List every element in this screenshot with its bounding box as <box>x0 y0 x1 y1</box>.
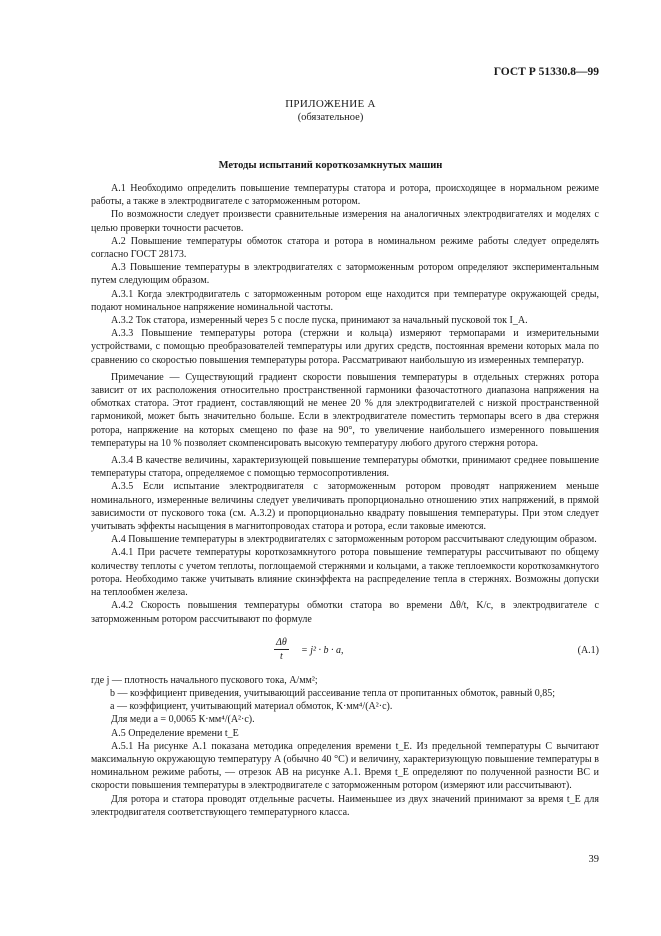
section-title: Методы испытаний короткозамкнутых машин <box>218 160 443 171</box>
paragraph: А.3.4 В качестве величины, характеризующей повышение температуры обмотки, принимают среднее повышение температуры статора, определяемое с помощью термосопротивления. <box>91 455 599 480</box>
paragraph: А.3.1 Когда электродвигатель с заторможенным ротором еще находится при температуре окружающей среды, подают номинальное напряжение номинальной частоты. <box>91 288 599 313</box>
note-paragraph: Примечание — Существующий градиент скорости повышения температуры в отдельных стержнях ротора зависит от их расположения относительно пространственной гармоники фазочастотного диапазона напряжения на обмотках статора. Этот градиент, составляющий не менее 20 % для электродвигателей с низкой пространственной гармоникой, может быть значительно больше. Если в электродвигателе поместить термопары всего в два стержня ротора, напряжение на которых смещено по фазе на 90°, то увеличение наибольшего измеренного повышения температуры на 10 % позволяет скомпенсировать высокую температуру любого другого стержня ротора. <box>91 371 599 449</box>
paragraph: А.1 Необходимо определить повышение температуры статора и ротора, происходящее в нормальном режиме работы, а также в электродвигателе с заторможенным ротором. <box>91 183 599 208</box>
formula-numerator: Δθ <box>274 636 289 650</box>
where-line: a — коэффициент, учитывающий материал обмоток, К·мм⁴/(А²·с). <box>110 701 393 713</box>
paragraph: Для ротора и статора проводят отдельные расчеты. Наименьшее из двух значений принимают за время t_E для электродвигателя соответствующего температурного класса. <box>91 793 599 818</box>
where-line: Для меди a = 0,0065 К·мм⁴/(А²·с). <box>111 714 255 726</box>
document-header: ГОСТ Р 51330.8—99 <box>493 66 599 78</box>
paragraph: А.2 Повышение температуры обмоток статора и ротора в номинальном режиме работы следует определять согласно ГОСТ 28173. <box>91 235 599 261</box>
page-number: 39 <box>588 854 599 865</box>
appendix-title: ПРИЛОЖЕНИЕ А <box>285 98 376 110</box>
document-body <box>91 182 599 819</box>
paragraph: А.5.1 На рисунке А.1 показана методика определения времени t_E. Из предельной температуры C вычитают максимальную окружающую температуру A (обычно 40 °С) и величину, характеризующую повышение температуры в номинальном режиме работы, — отрезок AB на рисунке А.1. Время t_E определяют по полученной разности BC и скорости повышения температуры в электродвигателе с заторможенным ротором (измеряют или рассчитывают). <box>91 740 599 792</box>
paragraph: А.4.2 Скорость повышения температуры обмотки статора во времени Δθ/t, K/c, в электродвигателе с заторможенным ротором рассчитывают по формуле <box>91 600 599 625</box>
paragraph: А.4.1 При расчете температуры короткозамкнутого ротора повышение температуры рассчитывают по общему количеству теплоты с учетом теплоты, поглощаемой стержнями и кольцами, а также теплоемкости короткозамкнутого ротора. Необходимо также учитывать влияние скинэффекта на распределение тепла в стержнях. Возможны допуски на теплообмен железа. <box>91 547 599 599</box>
formula-a1 <box>91 634 599 674</box>
where-line: b — коэффициент приведения, учитывающий рассеивание тепла от пропитанных обмоток, равный 0,85; <box>110 687 555 699</box>
formula-expression: = j² · b · a, <box>301 644 344 656</box>
paragraph: По возможности следует произвести сравнительные измерения на аналогичных электродвигателях и моделях с целью проверки точности расчетов. <box>91 209 599 234</box>
where-line: где j — плотность начального пускового тока, А/мм²; <box>91 674 318 686</box>
paragraph: А.3.3 Повышение температуры ротора (стержни и кольца) измеряют термопарами и измерительными устройствами, с помощью преобразователей температуры или других средств, постоянная времени которых мала по сравнению со скоростью повышения температуры ротора. Рассматривают наибольшую из измеренных температур. <box>91 328 599 366</box>
subsection-heading: А.5 Определение времени t_E <box>111 727 239 739</box>
formula-number: (А.1) <box>577 644 599 656</box>
appendix-subtitle: (обязательное) <box>297 112 364 123</box>
paragraph: А.3.5 Если испытание электродвигателя с заторможенным ротором проводят напряжением меньше номинального, измеренные величины следует увеличивать пропорционально отношению этих напряжений, в прямой зависимости от пускового тока (см. А.3.2) и пропорционально квадрату повышения температуры. При этом следует учитывать эффекты насыщения в магнитопроводах статора и ротора, если таковые имеются. <box>91 481 599 533</box>
formula-fraction <box>274 636 289 663</box>
paragraph: А.3.2 Ток статора, измеренный через 5 с после пуска, принимают за начальный пусковой ток I_A. <box>111 315 528 327</box>
paragraph: А.3 Повышение температуры в электродвигателях с заторможенным ротором определяют экспериментальным путем следующим образом. <box>91 262 599 287</box>
formula-denominator: t <box>280 650 283 662</box>
paragraph: А.4 Повышение температуры в электродвигателях с заторможенным ротором рассчитывают следующим образом. <box>111 534 597 546</box>
